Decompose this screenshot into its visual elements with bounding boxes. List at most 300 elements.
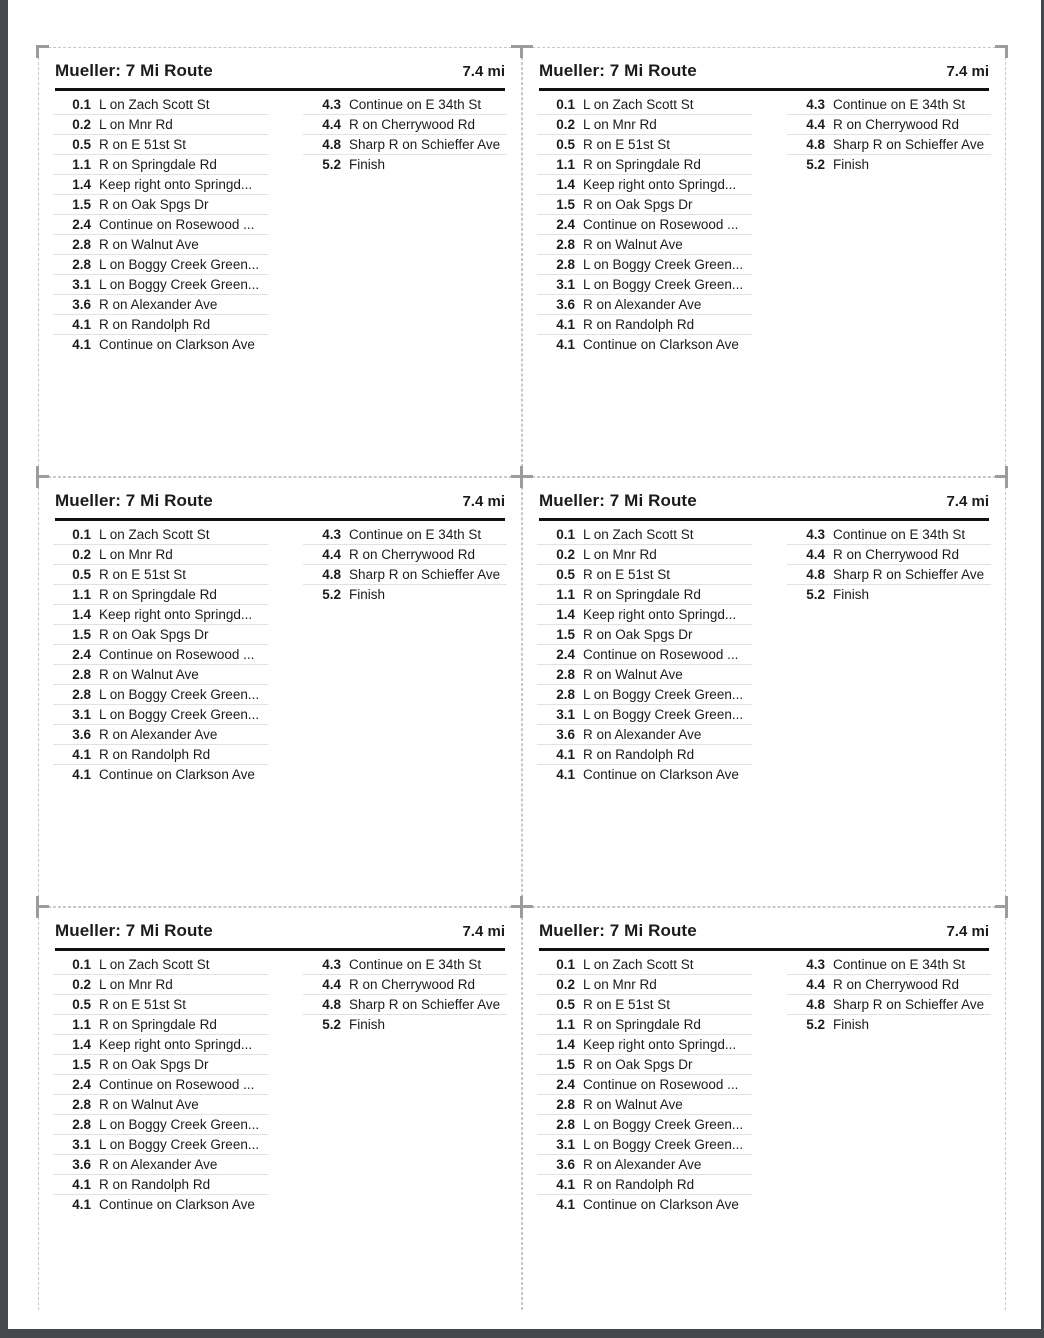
- cue-row: [303, 994, 507, 1014]
- cue-instruction: R on E 51st St: [583, 567, 671, 582]
- cue-instruction: L on Mnr Rd: [99, 117, 173, 132]
- cue-distance: 1.4: [556, 607, 575, 622]
- cue-row: [537, 974, 752, 994]
- cue-row: [537, 254, 752, 274]
- cue-instruction: L on Boggy Creek Green...: [99, 277, 260, 292]
- cue-row: [53, 764, 268, 784]
- cue-column-2: [787, 955, 991, 1214]
- cue-instruction: R on E 51st St: [583, 137, 671, 152]
- cue-instruction: R on Cherrywood Rd: [349, 547, 476, 562]
- cue-sheet-card: [38, 47, 522, 477]
- route-title: Mueller: 7 Mi Route: [55, 491, 213, 510]
- cue-row: [53, 704, 268, 724]
- cue-row: [53, 1014, 268, 1034]
- cue-row: [53, 194, 268, 214]
- cue-instruction: R on E 51st St: [99, 997, 187, 1012]
- cue-row: [537, 234, 752, 254]
- cue-columns: [537, 955, 991, 1214]
- cue-distance: 4.4: [806, 547, 825, 562]
- cue-instruction: R on Alexander Ave: [99, 297, 218, 312]
- cue-instruction: L on Boggy Creek Green...: [99, 707, 260, 722]
- cue-row: [537, 1174, 752, 1194]
- cue-distance: 4.8: [322, 137, 341, 152]
- cue-row: [303, 544, 507, 564]
- cue-column-2: [303, 525, 507, 784]
- cue-row: [53, 1154, 268, 1174]
- cue-column-2: [787, 525, 991, 784]
- cue-instruction: Continue on Rosewood ...: [583, 217, 739, 232]
- cue-distance: 1.5: [556, 627, 575, 642]
- cue-distance: 2.4: [556, 647, 575, 662]
- cue-distance: 3.1: [72, 277, 91, 292]
- cue-row: [537, 994, 752, 1014]
- cue-distance: 4.1: [72, 317, 91, 332]
- cue-distance: 0.5: [72, 137, 91, 152]
- cue-distance: 0.2: [72, 117, 91, 132]
- cue-distance: 0.5: [556, 997, 575, 1012]
- cue-distance: 4.1: [72, 1197, 91, 1212]
- cue-distance: 4.8: [806, 567, 825, 582]
- cue-row: [303, 955, 507, 974]
- cue-row: [53, 1054, 268, 1074]
- crop-mark-top-right-icon: [995, 45, 1008, 58]
- cue-row: [53, 1174, 268, 1194]
- cue-column-1: [537, 525, 752, 784]
- cue-row: [537, 95, 752, 114]
- cue-row: [53, 294, 268, 314]
- cue-row: [53, 1074, 268, 1094]
- cue-distance: 4.1: [72, 1177, 91, 1192]
- cue-instruction: Continue on E 34th St: [833, 527, 966, 542]
- cue-row: [303, 95, 507, 114]
- cue-columns: [537, 525, 991, 784]
- cue-row: [303, 114, 507, 134]
- cue-row: [53, 684, 268, 704]
- cue-distance: 4.4: [806, 117, 825, 132]
- cue-distance: 4.1: [556, 1197, 575, 1212]
- cue-row: [787, 564, 991, 584]
- cue-row: [787, 134, 991, 154]
- cue-row: [53, 334, 268, 354]
- cue-instruction: L on Boggy Creek Green...: [583, 707, 744, 722]
- cue-instruction: Finish: [349, 587, 386, 602]
- cue-instruction: Continue on E 34th St: [833, 97, 966, 112]
- cue-distance: 4.1: [72, 747, 91, 762]
- cue-row: [53, 584, 268, 604]
- route-total-distance: 7.4 mi: [946, 63, 989, 80]
- cue-distance: 4.3: [806, 957, 825, 972]
- cue-distance: 4.1: [72, 767, 91, 782]
- cue-row: [787, 1014, 991, 1034]
- cue-instruction: R on Cherrywood Rd: [349, 977, 476, 992]
- cue-instruction: Keep right onto Springd...: [99, 177, 253, 192]
- cue-row: [53, 1094, 268, 1114]
- cue-distance: 1.1: [556, 1017, 575, 1032]
- cue-row: [537, 644, 752, 664]
- cue-distance: 2.8: [72, 1097, 91, 1112]
- cue-row: [787, 994, 991, 1014]
- cue-distance: 0.2: [72, 977, 91, 992]
- cue-columns: [53, 525, 507, 784]
- cue-distance: 2.8: [72, 667, 91, 682]
- cue-distance: 0.1: [556, 527, 575, 542]
- cue-distance: 3.6: [556, 727, 575, 742]
- route-title: Mueller: 7 Mi Route: [539, 491, 697, 510]
- cue-distance: 0.5: [556, 137, 575, 152]
- cue-distance: 4.8: [322, 997, 341, 1012]
- cue-row: [303, 134, 507, 154]
- cue-row: [537, 744, 752, 764]
- cue-row: [787, 584, 991, 604]
- cue-columns: [537, 95, 991, 354]
- cue-instruction: L on Boggy Creek Green...: [99, 687, 260, 702]
- cue-row: [537, 664, 752, 684]
- cue-columns: [53, 955, 507, 1214]
- cue-distance: 4.3: [322, 97, 341, 112]
- cue-distance: 0.2: [72, 547, 91, 562]
- cue-instruction: Continue on E 34th St: [349, 97, 482, 112]
- cue-instruction: R on Walnut Ave: [99, 1097, 199, 1112]
- cue-sheet-card: [522, 907, 1006, 1310]
- cue-distance: 4.8: [322, 567, 341, 582]
- cue-row: [53, 974, 268, 994]
- cue-row: [537, 274, 752, 294]
- cue-distance: 1.4: [556, 177, 575, 192]
- cue-row: [787, 544, 991, 564]
- cue-distance: 3.6: [72, 727, 91, 742]
- cue-instruction: L on Mnr Rd: [583, 117, 657, 132]
- cue-column-1: [53, 525, 268, 784]
- cue-sheet-card: [522, 477, 1006, 907]
- cue-instruction: R on Cherrywood Rd: [349, 117, 476, 132]
- cue-instruction: R on Randolph Rd: [99, 1177, 211, 1192]
- cue-instruction: L on Mnr Rd: [99, 977, 173, 992]
- cue-distance: 2.8: [72, 237, 91, 252]
- crop-mark-top-left-icon: [520, 905, 533, 918]
- cue-instruction: L on Zach Scott St: [99, 527, 210, 542]
- cue-instruction: R on Walnut Ave: [583, 667, 683, 682]
- cue-distance: 0.1: [72, 957, 91, 972]
- cue-instruction: L on Boggy Creek Green...: [583, 687, 744, 702]
- cue-distance: 4.1: [556, 337, 575, 352]
- cue-row: [53, 95, 268, 114]
- cue-distance: 0.2: [556, 117, 575, 132]
- cue-distance: 4.8: [806, 997, 825, 1012]
- card-header: [539, 921, 989, 951]
- cue-column-2: [787, 95, 991, 354]
- cue-instruction: R on Oak Spgs Dr: [99, 627, 209, 642]
- cue-row: [53, 994, 268, 1014]
- cue-distance: 4.1: [556, 767, 575, 782]
- cue-instruction: L on Boggy Creek Green...: [583, 257, 744, 272]
- cue-distance: 3.1: [72, 1137, 91, 1152]
- route-total-distance: 7.4 mi: [462, 63, 505, 80]
- card-header: [539, 491, 989, 521]
- cue-distance: 0.1: [556, 97, 575, 112]
- cue-distance: 2.4: [556, 217, 575, 232]
- cue-row: [537, 544, 752, 564]
- cue-distance: 3.6: [72, 1157, 91, 1172]
- cue-row: [537, 604, 752, 624]
- route-total-distance: 7.4 mi: [946, 493, 989, 510]
- cue-distance: 0.5: [556, 567, 575, 582]
- cue-distance: 3.6: [556, 297, 575, 312]
- cue-distance: 1.1: [556, 587, 575, 602]
- cue-row: [53, 154, 268, 174]
- cue-distance: 4.1: [72, 337, 91, 352]
- cue-instruction: Sharp R on Schieffer Ave: [349, 137, 501, 152]
- cue-row: [537, 334, 752, 354]
- cue-row: [53, 624, 268, 644]
- cue-row: [303, 974, 507, 994]
- crop-mark-top-left-icon: [36, 905, 49, 918]
- cue-distance: 1.5: [556, 1057, 575, 1072]
- cue-instruction: Continue on Clarkson Ave: [99, 337, 255, 352]
- cue-instruction: L on Zach Scott St: [583, 97, 694, 112]
- cue-row: [53, 114, 268, 134]
- cue-instruction: L on Zach Scott St: [99, 97, 210, 112]
- cue-instruction: L on Zach Scott St: [99, 957, 210, 972]
- cue-instruction: R on Oak Spgs Dr: [99, 197, 209, 212]
- cue-instruction: Keep right onto Springd...: [583, 1037, 737, 1052]
- cue-row: [787, 974, 991, 994]
- cue-distance: 2.8: [556, 1117, 575, 1132]
- cue-instruction: R on Randolph Rd: [583, 747, 695, 762]
- cue-instruction: Sharp R on Schieffer Ave: [349, 997, 501, 1012]
- cue-instruction: R on Springdale Rd: [99, 1017, 217, 1032]
- cue-distance: 5.2: [806, 157, 825, 172]
- cue-row: [53, 564, 268, 584]
- cue-instruction: L on Zach Scott St: [583, 527, 694, 542]
- cue-row: [53, 174, 268, 194]
- crop-mark-top-right-icon: [995, 905, 1008, 918]
- cue-distance: 4.1: [556, 1177, 575, 1192]
- cue-column-1: [53, 955, 268, 1214]
- cue-row: [53, 254, 268, 274]
- crop-mark-top-left-icon: [520, 475, 533, 488]
- cue-instruction: Finish: [349, 157, 386, 172]
- cue-row: [537, 1114, 752, 1134]
- cue-row: [53, 1034, 268, 1054]
- cue-row: [537, 955, 752, 974]
- cue-distance: 2.4: [556, 1077, 575, 1092]
- cue-instruction: R on Randolph Rd: [583, 317, 695, 332]
- cue-row: [537, 314, 752, 334]
- cue-instruction: L on Boggy Creek Green...: [99, 257, 260, 272]
- cue-row: [537, 114, 752, 134]
- cue-instruction: L on Boggy Creek Green...: [583, 1137, 744, 1152]
- cue-row: [537, 684, 752, 704]
- cue-row: [537, 624, 752, 644]
- cue-distance: 1.4: [72, 607, 91, 622]
- cue-instruction: Sharp R on Schieffer Ave: [349, 567, 501, 582]
- cue-row: [537, 1154, 752, 1174]
- cue-instruction: L on Mnr Rd: [583, 547, 657, 562]
- cue-instruction: L on Boggy Creek Green...: [99, 1117, 260, 1132]
- cue-distance: 4.3: [322, 527, 341, 542]
- crop-mark-top-left-icon: [520, 45, 533, 58]
- cue-instruction: R on Cherrywood Rd: [833, 977, 960, 992]
- cue-distance: 1.1: [556, 157, 575, 172]
- cue-distance: 5.2: [322, 587, 341, 602]
- cue-column-1: [537, 95, 752, 354]
- cue-instruction: L on Mnr Rd: [583, 977, 657, 992]
- cue-row: [537, 154, 752, 174]
- cue-distance: 3.1: [72, 707, 91, 722]
- cue-instruction: Continue on Rosewood ...: [99, 217, 255, 232]
- route-title: Mueller: 7 Mi Route: [539, 61, 697, 80]
- cue-instruction: Continue on Rosewood ...: [583, 647, 739, 662]
- cue-instruction: Continue on E 34th St: [349, 527, 482, 542]
- cue-distance: 1.4: [72, 177, 91, 192]
- cue-row: [53, 214, 268, 234]
- cue-instruction: R on Alexander Ave: [583, 1157, 702, 1172]
- cue-distance: 1.4: [556, 1037, 575, 1052]
- cue-distance: 0.2: [556, 977, 575, 992]
- cue-instruction: R on Alexander Ave: [583, 727, 702, 742]
- cue-instruction: R on Cherrywood Rd: [833, 117, 960, 132]
- cue-distance: 5.2: [322, 157, 341, 172]
- cue-distance: 2.8: [556, 667, 575, 682]
- cue-row: [53, 664, 268, 684]
- route-title: Mueller: 7 Mi Route: [55, 61, 213, 80]
- cue-distance: 1.1: [72, 587, 91, 602]
- cue-instruction: Keep right onto Springd...: [99, 607, 253, 622]
- card-header: [55, 921, 505, 951]
- cue-column-1: [537, 955, 752, 1214]
- cue-column-2: [303, 95, 507, 354]
- cue-row: [53, 544, 268, 564]
- cue-instruction: Sharp R on Schieffer Ave: [833, 137, 985, 152]
- cue-instruction: Keep right onto Springd...: [583, 177, 737, 192]
- cue-row: [53, 1114, 268, 1134]
- cue-distance: 2.4: [72, 1077, 91, 1092]
- cue-distance: 3.1: [556, 1137, 575, 1152]
- cue-row: [537, 564, 752, 584]
- cue-distance: 1.5: [72, 197, 91, 212]
- cue-distance: 1.5: [72, 627, 91, 642]
- cue-distance: 2.8: [72, 1117, 91, 1132]
- cue-instruction: Continue on Rosewood ...: [99, 647, 255, 662]
- cue-instruction: Continue on Clarkson Ave: [583, 337, 739, 352]
- cue-row: [537, 1194, 752, 1214]
- cue-instruction: Sharp R on Schieffer Ave: [833, 567, 985, 582]
- card-header: [55, 61, 505, 91]
- cue-distance: 3.6: [72, 297, 91, 312]
- cue-distance: 4.1: [556, 317, 575, 332]
- cue-instruction: R on E 51st St: [99, 137, 187, 152]
- cue-row: [53, 525, 268, 544]
- crop-mark-top-left-icon: [36, 45, 49, 58]
- cue-row: [53, 1134, 268, 1154]
- cue-instruction: R on E 51st St: [583, 997, 671, 1012]
- cue-distance: 4.4: [322, 547, 341, 562]
- cue-row: [787, 154, 991, 174]
- cue-distance: 0.5: [72, 997, 91, 1012]
- cue-distance: 5.2: [322, 1017, 341, 1032]
- cue-distance: 2.8: [556, 237, 575, 252]
- cue-row: [303, 154, 507, 174]
- cue-row: [537, 214, 752, 234]
- cue-instruction: Finish: [833, 587, 870, 602]
- cue-distance: 0.1: [72, 527, 91, 542]
- cue-distance: 1.1: [72, 1017, 91, 1032]
- cue-distance: 0.5: [72, 567, 91, 582]
- cue-distance: 4.4: [322, 977, 341, 992]
- cue-distance: 2.8: [72, 257, 91, 272]
- cue-row: [537, 704, 752, 724]
- route-title: Mueller: 7 Mi Route: [55, 921, 213, 940]
- cue-instruction: Continue on Clarkson Ave: [583, 1197, 739, 1212]
- cue-row: [537, 134, 752, 154]
- cue-distance: 5.2: [806, 587, 825, 602]
- cue-row: [537, 1074, 752, 1094]
- cue-row: [53, 314, 268, 334]
- cue-distance: 2.4: [72, 217, 91, 232]
- cue-sheet-card: [38, 477, 522, 907]
- cue-column-2: [303, 955, 507, 1214]
- cue-row: [537, 194, 752, 214]
- cue-row: [53, 724, 268, 744]
- cue-instruction: R on Springdale Rd: [99, 157, 217, 172]
- cue-instruction: R on Randolph Rd: [99, 317, 211, 332]
- cue-row: [537, 294, 752, 314]
- cue-instruction: R on Springdale Rd: [583, 587, 701, 602]
- cue-instruction: R on Springdale Rd: [583, 1017, 701, 1032]
- cue-row: [53, 644, 268, 664]
- cue-distance: 1.1: [72, 157, 91, 172]
- crop-mark-top-left-icon: [36, 475, 49, 488]
- cue-instruction: Continue on E 34th St: [349, 957, 482, 972]
- cue-columns: [53, 95, 507, 354]
- cue-row: [537, 1134, 752, 1154]
- cue-row: [787, 525, 991, 544]
- cue-row: [787, 95, 991, 114]
- cue-row: [537, 1054, 752, 1074]
- cue-row: [303, 564, 507, 584]
- cue-instruction: R on Randolph Rd: [99, 747, 211, 762]
- cue-row: [537, 764, 752, 784]
- cue-distance: 4.1: [556, 747, 575, 762]
- cue-instruction: Keep right onto Springd...: [583, 607, 737, 622]
- cue-row: [787, 955, 991, 974]
- card-header: [55, 491, 505, 521]
- cue-instruction: Continue on Clarkson Ave: [583, 767, 739, 782]
- cue-distance: 5.2: [806, 1017, 825, 1032]
- cue-distance: 4.3: [806, 527, 825, 542]
- cue-instruction: R on Oak Spgs Dr: [583, 1057, 693, 1072]
- cue-instruction: Sharp R on Schieffer Ave: [833, 997, 985, 1012]
- cue-instruction: R on Oak Spgs Dr: [99, 1057, 209, 1072]
- cue-distance: 3.1: [556, 277, 575, 292]
- cue-row: [537, 1014, 752, 1034]
- cue-row: [53, 744, 268, 764]
- cue-column-1: [53, 95, 268, 354]
- cue-distance: 1.5: [556, 197, 575, 212]
- cue-distance: 0.1: [72, 97, 91, 112]
- cue-row: [53, 134, 268, 154]
- cue-distance: 3.6: [556, 1157, 575, 1172]
- cue-instruction: R on Springdale Rd: [99, 587, 217, 602]
- cue-distance: 4.3: [806, 97, 825, 112]
- cue-row: [537, 1034, 752, 1054]
- cue-row: [303, 1014, 507, 1034]
- route-total-distance: 7.4 mi: [946, 923, 989, 940]
- cue-distance: 2.8: [556, 1097, 575, 1112]
- cue-row: [53, 604, 268, 624]
- cue-row: [53, 1194, 268, 1214]
- cue-row: [53, 234, 268, 254]
